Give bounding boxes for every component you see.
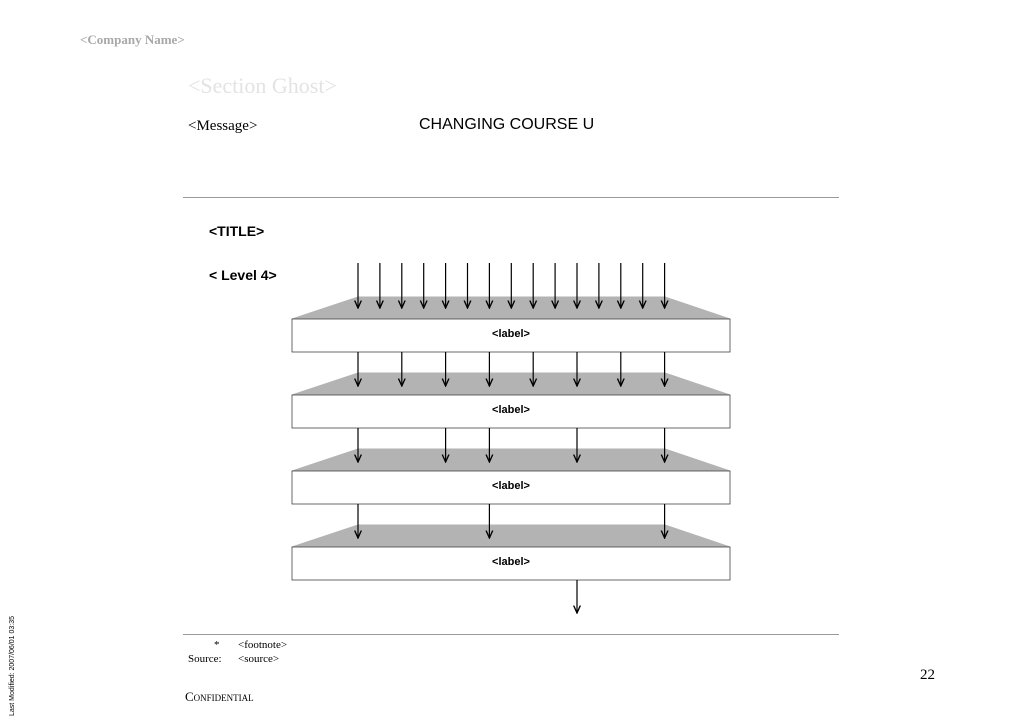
footer-divider [183,634,839,635]
footnote-text: <footnote> [238,639,288,651]
layer-label: <label> [492,404,530,416]
layer-label: <label> [492,556,530,568]
tracker-text: CHANGING COURSE U [419,116,595,133]
last-modified-note: Last Modified: 2007/06/01 03:35 [9,615,16,716]
level-label: < Level 4> [209,267,277,283]
company-name: <Company Name> [80,32,185,47]
diagram-title: <TITLE> [209,223,265,239]
footnote-marker: * [214,639,220,651]
confidential-label: Confidential [185,689,254,704]
source-text: <source> [238,653,280,665]
layer-label: <label> [492,480,530,492]
page-number: 22 [920,667,935,683]
message-title: <Message> [188,118,258,134]
section-ghost: <Section Ghost> [188,73,337,98]
layer-label: <label> [492,328,530,340]
source-label: Source: [188,653,222,665]
